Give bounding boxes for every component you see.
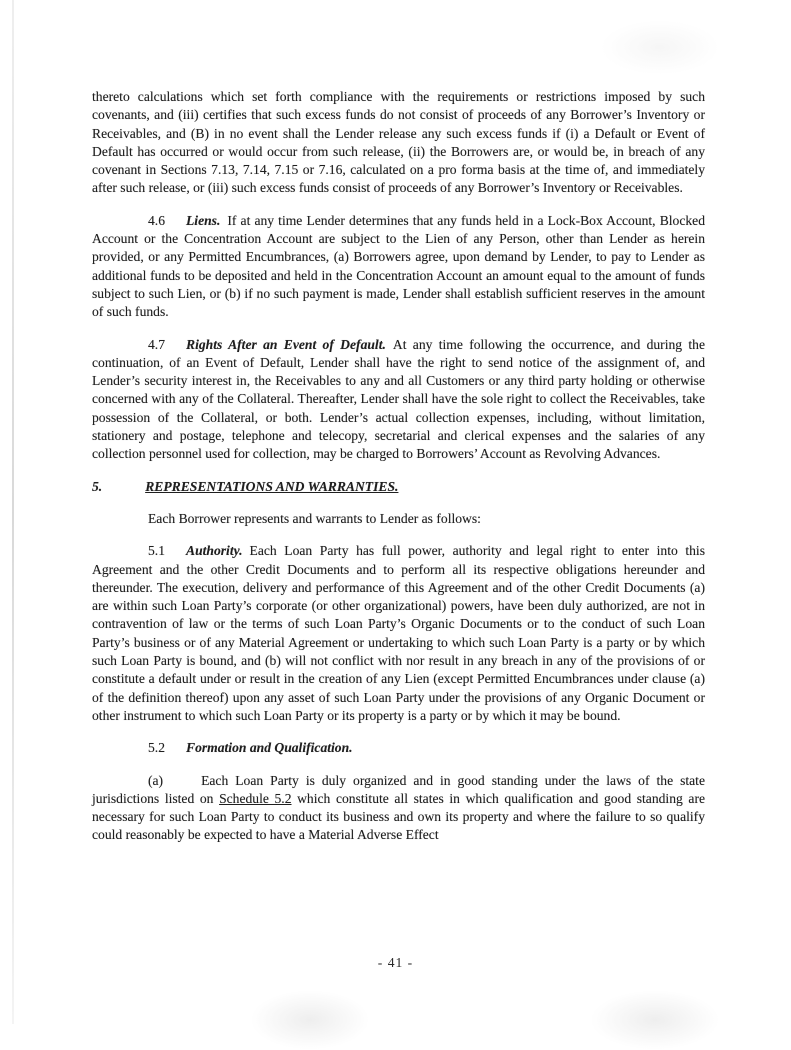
scan-smudge	[600, 20, 720, 75]
scan-smudge	[590, 990, 720, 1050]
clause-a-body-pre: Each Loan Party is duly organized and in good standing under the laws of the state jurisdictions listed on	[92, 772, 705, 806]
section-5-intro-text: Each Borrower represents and warrants to Lender as follows:	[148, 510, 481, 526]
section-4-6	[92, 212, 705, 322]
clause-a-number: (a)	[148, 772, 164, 788]
section-5-number: 5.	[92, 478, 103, 494]
page-number: - 41 -	[377, 955, 414, 970]
schedule-5-2-reference: Schedule 5.2	[219, 790, 292, 806]
scan-smudge	[250, 990, 370, 1050]
document-page	[92, 88, 705, 859]
section-5-heading	[92, 478, 705, 496]
section-5-intro	[92, 510, 705, 528]
clause-a-body-post: which constitute all states in which qualification and good standing are necessary for such Loan Party to conduct its business and own its property and where the failure to so qualify could reasonably be expected to have a Material Adverse Effect	[92, 790, 705, 843]
section-5-1-body: Each Loan Party has full power, authority and legal right to enter into this Agreement and the other Credit Documents and to perform all its respective obligations hereunder and thereunder. The execution, delivery and performance of this Agreement and of the other Credit Documents (a) are within such Loan Party’s corporate (or other organizational) powers, have been duly authorized, are not in contravention of law or the terms of such Loan Party’s Organic Documents or to the conduct of such Loan Party’s business or of any Material Agreement or undertaking to which such Loan Party is a party or by which such Loan Party is bound, and (b) will not conflict with nor result in any breach in any of the provisions of or constitute a default under or result in the creation of any Lien (except Permitted Encumbrances under clause (a) of the definition thereof) upon any asset of such Loan Party under the provisions of any Organic Document or other instrument to which such Loan Party or its property is a party or by which it may be bound.	[92, 543, 705, 723]
section-4-7-title: Rights After an Event of Default.	[186, 336, 386, 352]
scan-edge-artifact	[12, 0, 14, 1024]
section-5-2-title: Formation and Qualification.	[186, 740, 353, 756]
section-4-7-body: At any time following the occurrence, and during the continuation, of an Event of Default, Lender shall have the right to send notice of the assignment of, and Lender’s security interest in, the Receivables to any and all Customers or any third party holding or otherwise concerned with any of the Collateral. Thereafter, Lender shall have the sole right to collect the Receivables, take possession of the Collateral, or both. Lender’s actual collection expenses, including, without limitation, stationery and postage, telephone and telecopy, secretarial and clerical expenses and the salaries of any collection personnel used for collection, may be charged to Borrowers’ Account as Revolving Advances.	[92, 336, 705, 462]
section-4-6-title: Liens.	[186, 212, 221, 228]
section-5-1-number: 5.1	[148, 543, 165, 559]
continuation-paragraph	[92, 88, 705, 198]
section-4-7-number: 4.7	[148, 336, 165, 352]
section-4-6-body: If at any time Lender determines that any funds held in a Lock-Box Account, Blocked Account or the Concentration Account are subject to the Lien of any Person, other than Lender as herein provided, or any Permitted Encumbrances, (a) Borrowers agree, upon demand by Lender, to pay to Lender as additional funds to be deposited and held in the Concentration Account an amount equal to the amount of funds subject to such Lien, or (b) if no such payment is made, Lender shall establish sufficient reserves in the amount of such funds.	[92, 212, 705, 320]
section-5-2-number: 5.2	[148, 740, 165, 756]
continuation-paragraph-text: thereto calculations which set forth compliance with the requirements or restrictions imposed by such covenants, and (iii) certifies that such excess funds do not consist of proceeds of any Borrower’s Inventory or Receivables, and (B) in no event shall the Lender release any such excess funds if (i) a Default or Event of Default has occurred or would occur from such release, (ii) the Borrowers are, or would be, in breach of any covenant in Sections 7.13, 7.14, 7.15 or 7.16, calculated on a pro forma basis at the time of, and immediately after such release, or (iii) such excess funds consist of proceeds of any Borrower’s Inventory or Receivables.	[92, 89, 705, 196]
section-5-1	[92, 542, 705, 725]
section-5-2-a	[92, 772, 705, 845]
section-5-1-title: Authority.	[186, 543, 243, 559]
section-4-6-number: 4.6	[148, 212, 165, 228]
section-5-2-heading	[92, 739, 705, 757]
section-4-7	[92, 336, 705, 464]
section-5-title: REPRESENTATIONS AND WARRANTIES.	[145, 478, 399, 494]
